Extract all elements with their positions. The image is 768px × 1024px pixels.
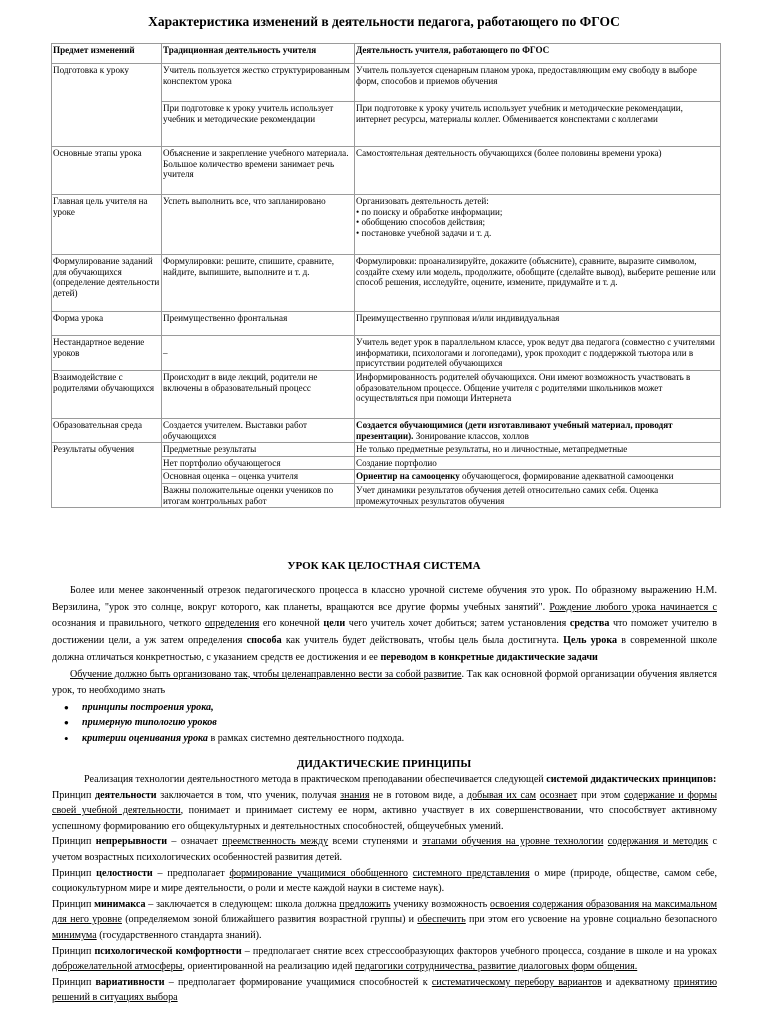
principle-item — [52, 975, 717, 1006]
underlined-text: системного представления — [412, 867, 530, 879]
subject-cell — [52, 102, 162, 147]
table-row — [52, 371, 721, 419]
text: Принцип — [52, 867, 97, 879]
fgos-cell: Учитель пользуется сценарным планом урока, предоставляющим ему свободу в выборе форм, способов и приемов обучения — [355, 64, 721, 102]
text: , понимает и принимает систему ее норм, активно участвует в их совершенствовании, что способствует активному успешному формированию его общекультурных и деятельностных способностей, общеучебных умений. — [52, 805, 717, 832]
lesson-paragraph — [52, 583, 717, 667]
principle-name: целостности — [96, 867, 153, 879]
table-row — [52, 419, 721, 443]
text: его конечной — [259, 618, 324, 630]
list-item: • примерную типологию уроков — [82, 715, 717, 730]
fgos-cell: При подготовке к уроку учитель использует учебник и методические рекомендации, интернет ресурсы, материалы коллег. Обменивается конспектами с коллегами — [355, 102, 721, 147]
document-title: Характеристика изменений в деятельности педагога, работающего по ФГОС — [148, 14, 620, 29]
fgos-bold-text: Ориентир на самооценку — [356, 471, 460, 482]
subject-cell: Результаты обучения — [52, 443, 162, 457]
fgos-cell: Информированность родителей обучающихся. Они имеют возможность участвовать в образовательном процессе. Общение учителя с родителями школьников может осуществляться при помощи Интернета — [355, 371, 721, 419]
fgos-bold-text: Создается обучающимися (дети изготавливают учебный материал, проводят презентации). — [356, 420, 673, 441]
trad-cell: Важны положительные оценки учеников по итогам контрольных работ — [162, 483, 355, 507]
subject-cell: Форма урока — [52, 312, 162, 336]
table-header-cell: Предмет изменений — [52, 44, 162, 64]
trad-cell: Формулировки: решите, спишите, сравните, найдите, выпишите, выполните и т. д. — [162, 255, 355, 312]
lesson-heading: УРОК КАК ЦЕЛОСТНАЯ СИСТЕМА — [287, 560, 481, 572]
principle-item — [52, 897, 717, 944]
principle-item — [52, 944, 717, 975]
goal-line: Организовать деятельность детей: — [356, 196, 489, 206]
subject-cell: Главная цель учителя на уроке — [52, 195, 162, 255]
text: Принцип — [52, 945, 95, 957]
underlined-text: доброжелательной атмосферы — [52, 961, 183, 973]
lesson-body — [52, 583, 717, 746]
underlined-text: добывая их сам — [466, 789, 537, 801]
fgos-text: Зонирование классов, холлов — [413, 430, 529, 441]
text: Реализация технологии деятельностного метода в практическом преподавании обеспечивается следующей — [84, 774, 547, 785]
fgos-cell: Учитель ведет урок в параллельном классе, урок ведут два педагога (совместно с учителями информатики, психологами и логопедами), урок проходит с поддержкой тьютора или в присутствии родителей обучающихся — [355, 336, 721, 371]
principle-name: деятельности — [95, 789, 157, 801]
fgos-cell: Преимущественно групповая и/или индивидуальная — [355, 312, 721, 336]
goal-line: • обобщению способов действия; — [356, 217, 486, 228]
text: всеми ступенями и — [328, 836, 423, 848]
text: – означает — [167, 836, 223, 848]
fgos-cell: Создание портфолио — [355, 456, 721, 470]
underlined-text: минимума — [52, 929, 97, 941]
text: осознания и правильного, четкого — [52, 618, 205, 630]
trad-cell: Объяснение и закрепление учебного материала. Большое количество времени занимает речь учителя — [162, 147, 355, 195]
subject-cell — [52, 470, 162, 484]
trad-cell: Происходит в виде лекций, родители не включены в образовательный процесс — [162, 371, 355, 419]
table-row — [52, 336, 721, 371]
subject-cell: Подготовка к уроку — [52, 64, 162, 102]
text: Принцип — [52, 898, 95, 910]
table-row — [52, 64, 721, 102]
table-header-row — [52, 44, 721, 64]
underlined-text: осознает — [539, 789, 578, 801]
table-row — [52, 456, 721, 470]
table-row — [52, 102, 721, 147]
fgos-cell: Самостоятельная деятельность обучающихся (более половины времени урока) — [355, 147, 721, 195]
table-row — [52, 443, 721, 457]
principle-item — [52, 788, 717, 835]
goal-line: • постановке учебной задачи и т. д. — [356, 227, 492, 238]
underlined-text: преемственность между — [222, 836, 329, 848]
fgos-cell — [355, 195, 721, 255]
trad-cell: Нет портфолио обучающегося — [162, 456, 355, 470]
bold-text: способа — [246, 635, 282, 647]
principle-name: минимакса — [94, 898, 146, 910]
trad-cell: Преимущественно фронтальная — [162, 312, 355, 336]
underlined-text: содержания и методик — [607, 836, 709, 848]
text: и адекватному — [601, 976, 674, 988]
text: – предполагает — [152, 867, 230, 879]
list-item: • принципы построения урока, — [82, 700, 717, 715]
bold-text: переводом в конкретные дидактические задачи — [380, 651, 598, 663]
table-row — [52, 312, 721, 336]
lesson-paragraph — [52, 667, 717, 700]
text: Принцип — [52, 789, 96, 801]
didactic-body — [52, 772, 717, 1006]
text: – заключается в следующем: школа должна — [145, 898, 340, 910]
text: ученику возможность — [390, 898, 490, 910]
principle-item — [52, 834, 717, 865]
underlined-text: обеспечить — [417, 914, 466, 926]
underlined-text: освоения содержания образования на максимальном для него уровне — [52, 898, 718, 926]
text: (государственного стандарта знаний). — [96, 929, 262, 941]
underlined-text: педагогики сотрудничества, развитие диалоговых форм общения. — [354, 961, 638, 973]
text: заключается в том, что ученик, получая — [156, 789, 341, 801]
text: при этом его усвоение на уровне социально безопасного — [465, 914, 718, 926]
subject-cell — [52, 483, 162, 507]
underlined-text: принятию решений в ситуациях выбора — [52, 976, 717, 1004]
subject-cell: Взаимодействие с родителями обучающихся — [52, 371, 162, 419]
text: как учитель будет действовать, чтобы цель была достигнута. — [281, 635, 564, 647]
text: не в готовом виде, а — [369, 789, 467, 801]
subject-cell — [52, 456, 162, 470]
trad-cell: Учитель пользуется жестко структурированным конспектом урока — [162, 64, 355, 102]
table-row — [52, 483, 721, 507]
underlined-text: предложить — [339, 898, 391, 910]
trad-cell: Успеть выполнить все, что запланировано — [162, 195, 355, 255]
subject-cell: Нестандартное ведение уроков — [52, 336, 162, 371]
underlined-text: этапами обучения на уровне технологии — [422, 836, 604, 848]
trad-cell: – — [162, 336, 355, 371]
trad-cell: Основная оценка – оценка учителя — [162, 470, 355, 484]
bold-text: Цель урока — [563, 635, 618, 647]
table-row — [52, 470, 721, 484]
underlined-text: знания — [340, 789, 370, 801]
fgos-cell — [355, 419, 721, 443]
trad-cell: При подготовке к уроку учитель использует учебник и методические рекомендации — [162, 102, 355, 147]
bold-italic-text: критерии оценивания урока — [82, 732, 208, 744]
fgos-cell: Формулировки: проанализируйте, докажите (объясните), сравните, выразите символом, создайте схему или модель, продолжите, обобщите (сделайте вывод), выберите решение или способ решения, исследуйте, оцените, измените, придумайте и т. д. — [355, 255, 721, 312]
underlined-text: определения — [204, 618, 260, 630]
bold-text: средства — [569, 618, 610, 630]
bold-text: системой дидактических принципов: — [546, 774, 717, 785]
didactic-intro — [52, 772, 717, 788]
text: чего учитель хочет добиться; затем установления — [345, 618, 570, 630]
text: при этом — [577, 789, 624, 801]
subject-cell: Основные этапы урока — [52, 147, 162, 195]
text: – предполагает снятие всех стрессообразующих факторов учебного процесса, создание в школе и на уроках — [241, 945, 718, 957]
subject-cell: Формулирование заданий для обучающихся (определение деятельности детей) — [52, 255, 162, 312]
lesson-bullet-list — [52, 700, 717, 746]
text: Более или менее законченный отрезок педагогического процесса в классно урочной системе обучения это урок. По образному выражению Н.М. Верзилина, "урок это солнце, вокруг которого, как планеты, вращаются все другие формы учебных занятий". — [52, 585, 717, 613]
fgos-cell — [355, 470, 721, 484]
fgos-cell: Не только предметные результаты, но и личностные, метапредметные — [355, 443, 721, 457]
trad-cell: Создается учителем. Выставки работ обучающихся — [162, 419, 355, 443]
principle-name: непрерывности — [95, 836, 168, 848]
fgos-cell: Учет динамики результатов обучения детей относительно самих себя. Оценка промежуточных результатов обучения — [355, 483, 721, 507]
text: в рамках системно деятельностного подхода. — [207, 732, 405, 744]
fgos-text: обучающегося, формирование адекватной самооценки — [459, 471, 674, 482]
text: Принцип — [52, 836, 96, 848]
text: Принцип — [52, 976, 96, 988]
table-row — [52, 147, 721, 195]
text: – предполагает формирование учащимися способностей к — [164, 976, 432, 988]
table-header-cell: Традиционная деятельность учителя — [162, 44, 355, 64]
underlined-text: содержание и формы своей учебной деятельности — [52, 789, 717, 817]
text: (определяемом зоной ближайшего развития возрастной группы) и — [121, 914, 418, 926]
underlined-text: Обучение должно быть организовано так, чтобы целенаправленно вести за собой развитие — [70, 668, 462, 680]
underlined-text: Рождение любого урока начинается с — [549, 601, 717, 613]
comparison-table — [51, 43, 721, 508]
table-row — [52, 195, 721, 255]
trad-cell: Предметные результаты — [162, 443, 355, 457]
table-header-cell: Деятельность учителя, работающего по ФГОС — [355, 44, 721, 64]
goal-line: • по поиску и обработке информации; — [356, 206, 503, 217]
text: , ориентированной на реализацию идей — [182, 961, 355, 973]
didactic-heading: ДИДАКТИЧЕСКИЕ ПРИНЦИПЫ — [296, 758, 472, 770]
underlined-text: формирование учащимися обобщенного — [229, 867, 408, 879]
text: что поможет учителю в достижении цели, а уж затем определения — [52, 618, 717, 647]
principle-item — [52, 866, 717, 897]
principle-name: вариативности — [95, 976, 165, 988]
text: . Так как основной формой организации обучения является урок, то необходимо знать — [52, 668, 717, 697]
table-row — [52, 255, 721, 312]
text: с учетом возрастных психологических особенностей развития детей. — [52, 836, 717, 863]
bold-text: цели — [323, 618, 346, 630]
subject-cell: Образовательная среда — [52, 419, 162, 443]
underlined-text: систематическому перебору вариантов — [431, 976, 602, 988]
list-item — [82, 731, 717, 746]
text: о мире (природе, обществе, самом себе, социокультурном мире и мире деятельности, о роли и месте каждой науки в системе наук). — [52, 867, 718, 895]
text: в современной школе должна отличаться конкретностью, с указанием средств ее достижения и ее — [52, 635, 718, 663]
principle-name: психологической комфортности — [94, 945, 242, 957]
